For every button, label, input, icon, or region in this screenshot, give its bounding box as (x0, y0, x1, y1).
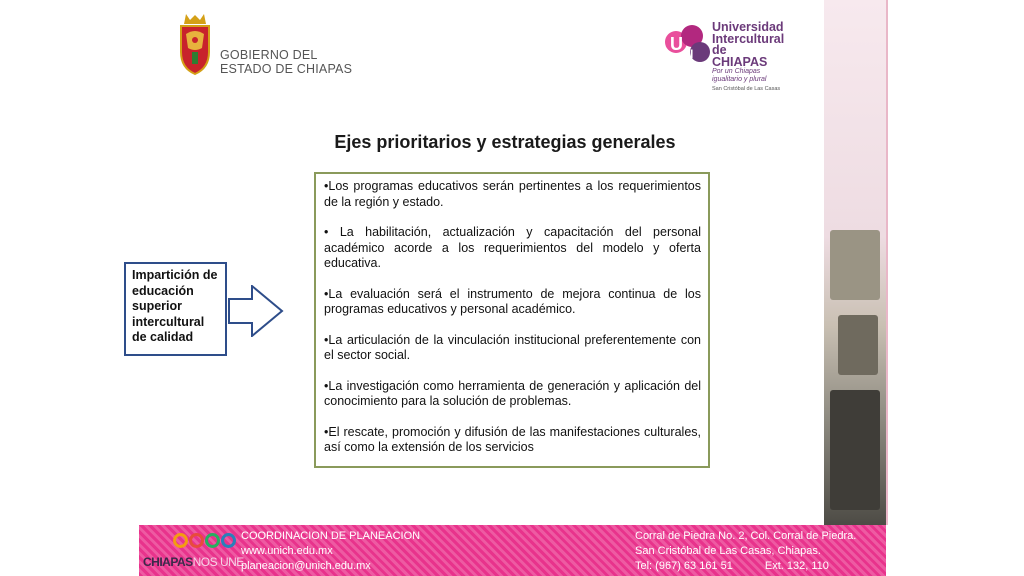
footer-department: COORDINACION DE PLANEACION (241, 530, 421, 542)
government-logo-text: GOBIERNO DEL ESTADO DE CHIAPAS (220, 48, 353, 76)
university-logo-text: Universidad Intercultural de CHIAPAS Por un Chiapas igualitario y plural San Cristóbal de Las Casas (712, 20, 785, 92)
footer-phone: Tel: (967) 63 161 51 Ext. 132, 110 (635, 560, 829, 572)
svg-text:U: U (670, 34, 683, 54)
strategy-item: •Los programas educativos serán pertinentes a los requerimientos de la región y estado. (324, 179, 701, 209)
footer-city: San Cristóbal de Las Casas, Chiapas. (635, 545, 821, 557)
slide-title: Ejes prioritarios y estrategias generales (334, 132, 676, 152)
footer-contact-right (635, 529, 856, 574)
topic-box (124, 262, 227, 356)
strategy-item: •El rescate, promoción y difusión de las manifestaciones culturales, así como la extensión de los servicios (324, 424, 701, 454)
strategy-item: •La articulación de la vinculación institucional preferentemente con el sector social. (324, 332, 701, 362)
chiapas-nos-une-text: CHIAPASNOS UNE (143, 555, 244, 569)
topic-box-text: Impartición de educación superior intercultural de calidad (132, 268, 218, 344)
university-logo (664, 18, 785, 92)
chiapas-nos-une-logo (143, 529, 244, 573)
svg-text:I: I (690, 47, 694, 61)
government-logo (176, 12, 356, 78)
decorative-edge (886, 0, 888, 525)
footer (139, 525, 886, 576)
coat-of-arms-icon (176, 12, 214, 76)
strategy-item: • La habilitación, actualización y capacitación del personal académico acorde a los requerimientos del modelo y oferta educativa. (324, 225, 701, 270)
colored-circles-icon (173, 533, 236, 548)
footer-email-link[interactable]: planeacion@unich.edu.mx (241, 560, 371, 572)
footer-address: Corral de Piedra No. 2, Col. Corral de Piedra. (635, 530, 857, 542)
strategy-item: •La evaluación será el instrumento de mejora continua de los programas educativos y personal académico. (324, 286, 701, 316)
unich-logo-icon (664, 22, 712, 68)
right-arrow-icon (228, 285, 284, 337)
strategy-item: •La investigación como herramienta de generación y aplicación del conocimiento para la solución de problemas. (324, 378, 701, 408)
decorative-photo-strip (824, 0, 886, 525)
strategies-box (314, 172, 710, 468)
footer-website-link[interactable]: www.unich.edu.mx (241, 545, 333, 557)
footer-contact-left (241, 529, 420, 574)
